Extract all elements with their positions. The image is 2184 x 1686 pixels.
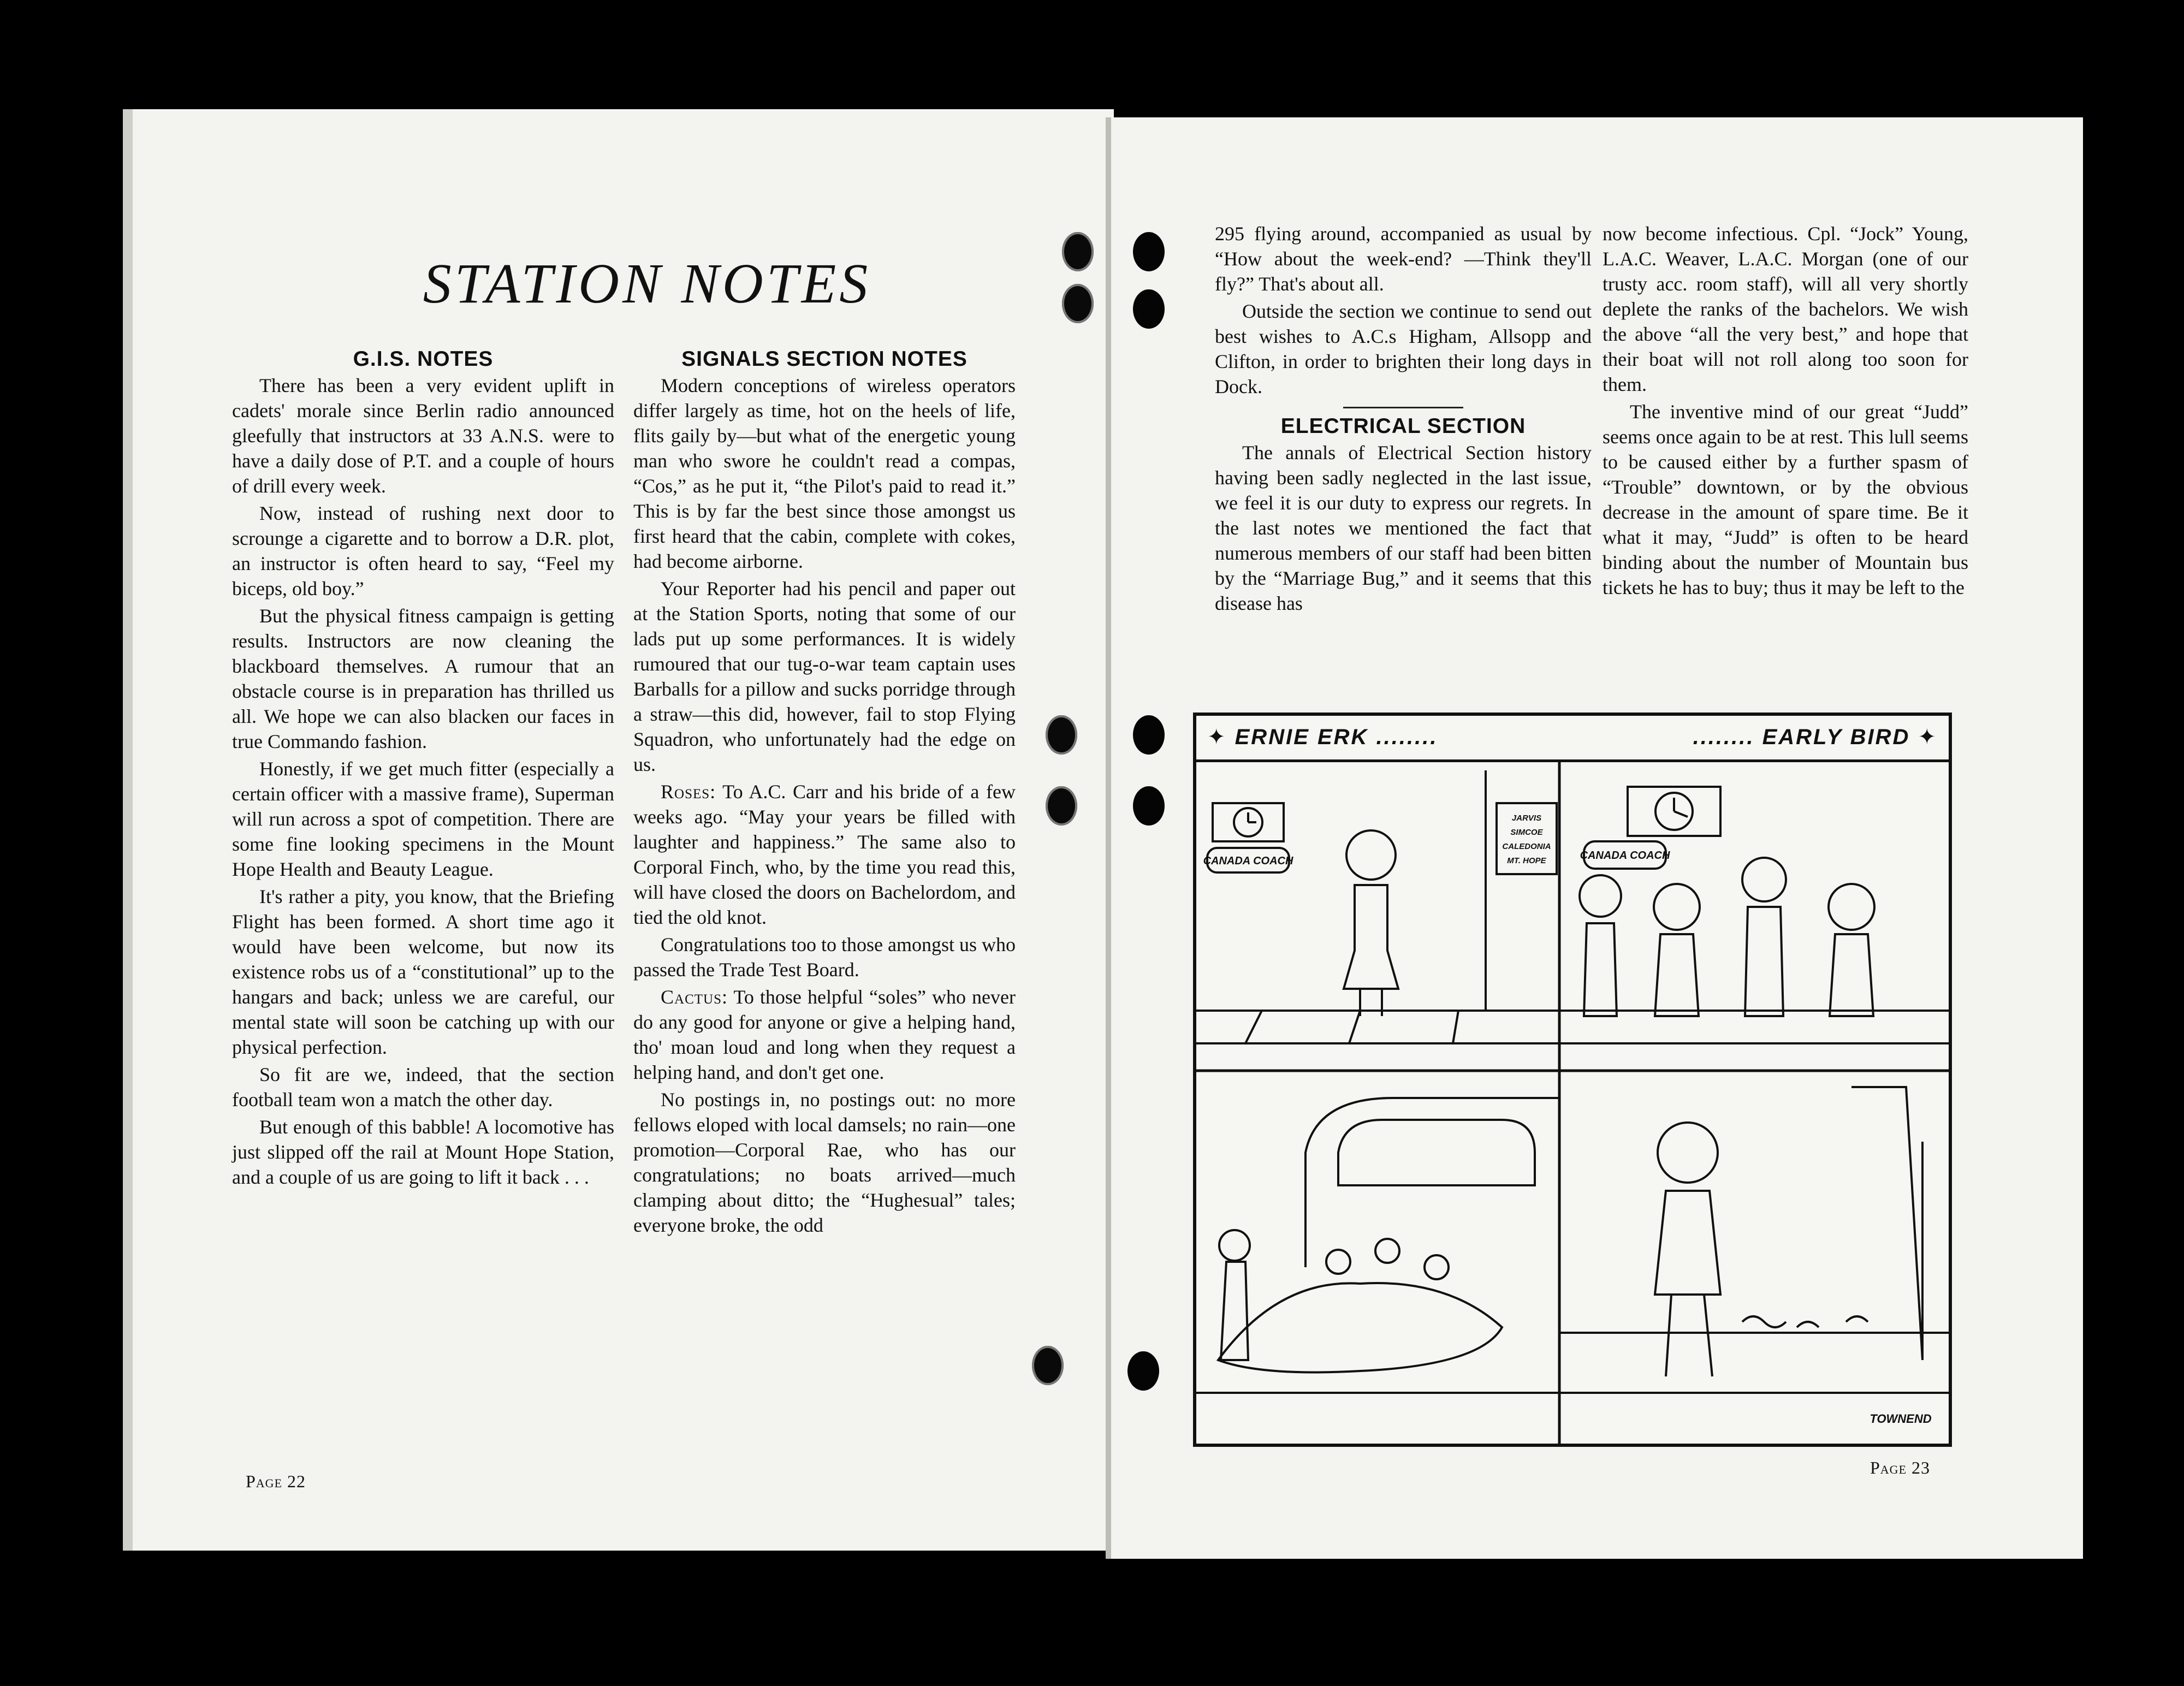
page-number-right: Page 23: [1870, 1458, 1931, 1477]
comic-panels: [1196, 759, 1949, 1444]
punch-hole: [1127, 1351, 1159, 1391]
continued-paragraph: 295 flying around, accompanied as usual by “How about the week-end? —Think they'll fly?” That's about all.: [1215, 223, 1592, 295]
punch-hole: [1133, 232, 1165, 271]
punch-hole: [1046, 715, 1077, 755]
gis-notes-column: [232, 347, 614, 1192]
left-page: [123, 109, 1114, 1551]
panel-1: [1196, 770, 1559, 1043]
panel-3: [1196, 1098, 1559, 1393]
punch-hole: [1133, 786, 1165, 826]
punch-hole: [1133, 715, 1165, 755]
right-paragraph: Outside the section we continue to send out best wishes to A.C.s Higham, Allsopp and Clifton, in order to brighten their long days in Dock.: [1215, 300, 1592, 397]
gis-paragraph: So fit are we, indeed, that the section football team won a match the other day.: [232, 1064, 614, 1111]
panel-4: [1559, 1087, 1949, 1393]
congrats-paragraph: Congratulations too to those amongst us who passed the Trade Test Board.: [633, 934, 1016, 981]
right-column-1: [1215, 221, 1592, 618]
comic-title-left: ✦ ERNIE ERK ........: [1207, 725, 1438, 749]
gis-paragraph: But enough of this babble! A locomotive has just slipped off the rail at Mount Hope Station, and a couple of us are going to lift it back . . .: [232, 1116, 614, 1188]
page-edge: [123, 109, 133, 1551]
sign-canada-coach: CANADA COACH: [1203, 855, 1293, 867]
comic-title-bar: [1196, 716, 1949, 762]
page-edge: [1106, 117, 1111, 1559]
punch-hole: [1046, 786, 1077, 826]
gis-paragraph: But the physical fitness campaign is getting results. Instructors are now cleaning the blackboard themselves. A rumour that an obstacle course is in preparation has thrilled us all. We hope we can also blacken our faces in true Commando fashion.: [232, 605, 614, 752]
roses-text: To A.C. Carr and his bride of a few weeks ago. “May your years be filled with laughter and happiness.” The same also to Corporal Finch, who, by the time you read this, will have closed the doors on Bachelordom, and tied the old knot.: [633, 781, 1016, 928]
section-rule: [1343, 407, 1463, 408]
destination-board-line: SIMCOE: [1510, 828, 1543, 837]
panel-2: [1559, 787, 1949, 1043]
roses-label: Roses:: [661, 781, 716, 803]
page-title: STATION NOTES: [423, 252, 871, 315]
roses-paragraph: [633, 779, 1016, 930]
signals-heading: SIGNALS SECTION NOTES: [681, 347, 968, 371]
signals-paragraph: Your Reporter had his pencil and paper out at the Station Sports, noting that some of our lads put up some performances. It is widely rumoured that our tug-o-war team captain uses Barballs for a pillow and sucks porridge through a straw—this did, however, fail to stop Flying Squadron, who unfortunately had the edge on us.: [633, 578, 1016, 775]
right-paragraph: The inventive mind of our great “Judd” seems once again to be at rest. This lull seems to be caused either by a further spasm of “Trouble” downtown, or by the obvious decrease in the amount of spare time. Be it what it may, “Judd” is often to be heard binding about the number of Mountain bus tickets he has to buy; thus it may be left to the: [1603, 401, 1968, 598]
cactus-label: Cactus:: [661, 986, 728, 1008]
punch-hole: [1062, 232, 1094, 271]
cactus-text: To those helpful “soles” who never do any good for anyone or give a helping hand, tho' moan loud and long when they request a helping hand, and don't get one.: [633, 986, 1016, 1083]
gis-paragraph: Honestly, if we get much fitter (especially a certain officer with a massive frame), Superman will run across a spot of competition. There are some fine looking specimens in the Mount Hope Health and Beauty League.: [232, 758, 614, 880]
comic-strip: [1193, 713, 1952, 1447]
comic-title-right: ........ EARLY BIRD ✦: [1693, 725, 1938, 749]
gis-paragraph: There has been a very evident uplift in cadets' morale since Berlin radio announced gleefully that instructors at 33 A.N.S. were to have a daily dose of P.T. and a couple of hours of drill every week.: [232, 375, 614, 497]
punch-hole: [1032, 1346, 1064, 1385]
signals-notes-column: [633, 347, 1016, 1240]
punch-hole: [1062, 284, 1094, 323]
gis-paragraph: Now, instead of rushing next door to scrounge a cigarette and to borrow a D.R. plot, an instructor is often heard to say, “Feel my biceps, old boy.”: [232, 502, 614, 599]
destination-board-line: JARVIS: [1511, 814, 1542, 823]
gis-heading: G.I.S. NOTES: [353, 347, 494, 371]
right-column-2: [1603, 221, 1968, 602]
cactus-paragraph: [633, 984, 1016, 1085]
destination-board-line: MT. HOPE: [1507, 856, 1546, 865]
page-number-left: Page 22: [246, 1471, 306, 1491]
punch-hole: [1133, 289, 1165, 329]
postings-paragraph: No postings in, no postings out: no more fellows eloped with local damsels; no rain—one promotion—Corporal Rae, who has our congratulations; no boats arrived—much clamping about ditto; the “Hughesual” tales; everyone broke, the odd: [633, 1089, 1016, 1236]
destination-board-line: CALEDONIA: [1502, 842, 1551, 851]
signals-paragraph: Modern conceptions of wireless operators differ largely as time, hot on the heels of life, flits gaily by—but what of the energetic young man who swore he couldn't read a compas, “Cos,” as he put it, “the Pilot's paid to read it.” This is by far the best since those amongst us first heard that the cabin, complete with cokes, had become airborne.: [633, 375, 1016, 572]
electrical-heading: ELECTRICAL SECTION: [1280, 414, 1526, 438]
sign-canada-coach: CANADA COACH: [1580, 850, 1670, 862]
artist-signature: TOWNEND: [1870, 1412, 1932, 1426]
continued-paragraph: now become infectious. Cpl. “Jock” Young, L.A.C. Weaver, L.A.C. Morgan (one of our trusty acc. room staff), will all very shortly deplete the ranks of the bachelors. We wish the above “all the very best,” and hope that their boat will not roll along too soon for them.: [1603, 223, 1968, 395]
gis-paragraph: It's rather a pity, you know, that the Briefing Flight has been formed. A short time ago it would have been welcome, but now its existence robs us of a “constitutional” up to the hangars and back; unless we are careful, our mental state will soon be catching up with our physical perfection.: [232, 886, 614, 1058]
electrical-paragraph: The annals of Electrical Section history having been sadly neglected in the last issue, we feel it is our duty to express our regrets. In the last notes we mentioned the fact that numerous members of our staff had been bitten by the “Marriage Bug,” and it seems that this disease has: [1215, 442, 1592, 614]
